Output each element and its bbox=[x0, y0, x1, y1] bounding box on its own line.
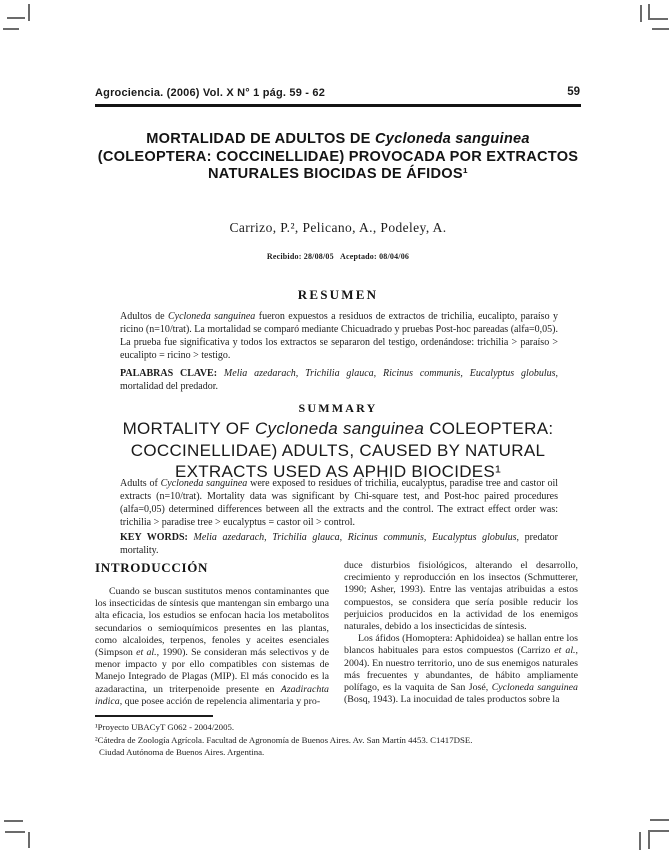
page-number: 59 bbox=[567, 86, 580, 98]
footnote-2: ²Cátedra de Zoología Agrícola. Facultad de Agronomía de Buenos Aires. Av. San Martín 4453. C1417DSE. bbox=[95, 734, 473, 745]
summary-heading: SUMMARY bbox=[298, 401, 378, 415]
introduccion-heading: INTRODUCCIÓN bbox=[95, 560, 209, 575]
intro-paragraph-right-1: duce disturbios fisiológicos, alterando el desarrollo, crecimiento y reproducción en los insectos (Schmutterer, 1990; Asher, 1993). Entre las ventajas atribuidas a estos compuestos, se considera que sería posible reducir los perjuicios producidos en la actividad de los enemigos naturales, debido a los insecticidas de síntesis. bbox=[344, 560, 578, 633]
title-en-line-3: EXTRACTS USED AS APHID BIOCIDES¹ bbox=[174, 462, 502, 481]
footnote-2-continuation: Ciudad Autónoma de Buenos Aires. Argentina. bbox=[99, 747, 265, 758]
authors-line: Carrizo, P.², Pelicano, A., Podeley, A. bbox=[229, 220, 447, 235]
palabras-clave: PALABRAS CLAVE: Melia azedarach, Trichilia glauca, Ricinus communis, Eucalyptus globulus, mortalidad del predador. bbox=[120, 368, 558, 392]
journal-header: Agrociencia. (2006) Vol. X N° 1 pág. 59 - 62 bbox=[95, 87, 326, 99]
title-en-line-2: COCCINELLIDAE) ADULTS, CAUSED BY NATURAL bbox=[130, 440, 546, 460]
intro-paragraph-right-2: Los áfidos (Homoptera: Aphidoidea) se hallan entre los blancos habituales para estos compuestos (Carrizo et al., 2004). En nuestro territorio, uno de sus enemigos naturales más frecuentes y abundantes, de hábito ampliamente polífago, es la vaquita de San José, Cycloneda sanguinea (Bosq, 1943). La inocuidad de tales productos sobre la bbox=[344, 633, 578, 706]
intro-right-column bbox=[344, 560, 578, 706]
title-es-line-2: (COLEOPTERA: COCCINELLIDAE) PROVOCADA POR EXTRACTOS bbox=[97, 148, 579, 165]
header-rule bbox=[95, 104, 581, 107]
resumen-heading: RESUMEN bbox=[297, 287, 379, 302]
article-title-es bbox=[94, 131, 582, 184]
title-en-line-1: MORTALITY OF Cycloneda sanguinea COLEOPTERA: bbox=[122, 419, 554, 438]
resumen-abstract: Adultos de Cycloneda sanguinea fueron expuestos a residuos de extractos de trichilia, eucalipto, paraíso y ricino (n=10/trat). La mortalidad se comparó mediante Chicuadrado y pruebas Post-hoc pareadas (alfa=0,05). La prueba fue significativa y todos los extractos se separaron del testigo, ordenándose: trichilia > paraíso > eucalipto = ricino > testigo. bbox=[120, 311, 558, 361]
intro-paragraph-left: Cuando se buscan sustitutos menos contaminantes que los insecticidas de síntesis que mantengan sin embargo una alta eficacia, los estudios se enfocan hacia los metabolitos secundarios o semioquímicos presentes en las plantas, como alcaloides, terpenos, fenoles y aceites esenciales (Simpson et al., 1990). Se consideran más selectivos y de menor impacto y por ello compatibles con sistemas de Manejo Integrado de Plagas (MIP). El más conocido es la azadaractina, un triterpenoide presente en Azadirachta indica, que posee acción de repelencia alimentaria y pro- bbox=[95, 586, 329, 707]
intro-left-column bbox=[95, 560, 329, 708]
footnote-1: ¹Proyecto UBACyT G062 - 2004/2005. bbox=[95, 722, 235, 732]
footnotes bbox=[95, 721, 581, 759]
title-es-line-3: NATURALES BIOCIDAS DE ÁFIDOS¹ bbox=[208, 166, 468, 183]
title-es-line-1: MORTALIDAD DE ADULTOS DE Cycloneda sanguinea bbox=[146, 131, 530, 147]
summary-abstract: Adults of Cycloneda sanguinea were exposed to residues of trichilia, eucalyptus, paradise tree and castor oil extracts (n=10/trat). Mortality data was significant by Chi-square test, and Post-hoc paired procedures (alfa=0,05) determined differences between all the extracts and the control. The extract effect order was: trichilia > paradise tree > eucalyptus = castor oil > control. bbox=[120, 478, 559, 528]
received-accepted-line: Recibido: 28/08/05 Aceptado: 08/04/06 bbox=[266, 252, 410, 261]
article-title-en bbox=[94, 418, 582, 483]
key-words: KEY WORDS: Melia azedarach, Trichilia glauca, Ricinus communis, Eucalyptus globulus, predator mortality. bbox=[120, 532, 558, 556]
footnote-rule bbox=[95, 715, 213, 717]
